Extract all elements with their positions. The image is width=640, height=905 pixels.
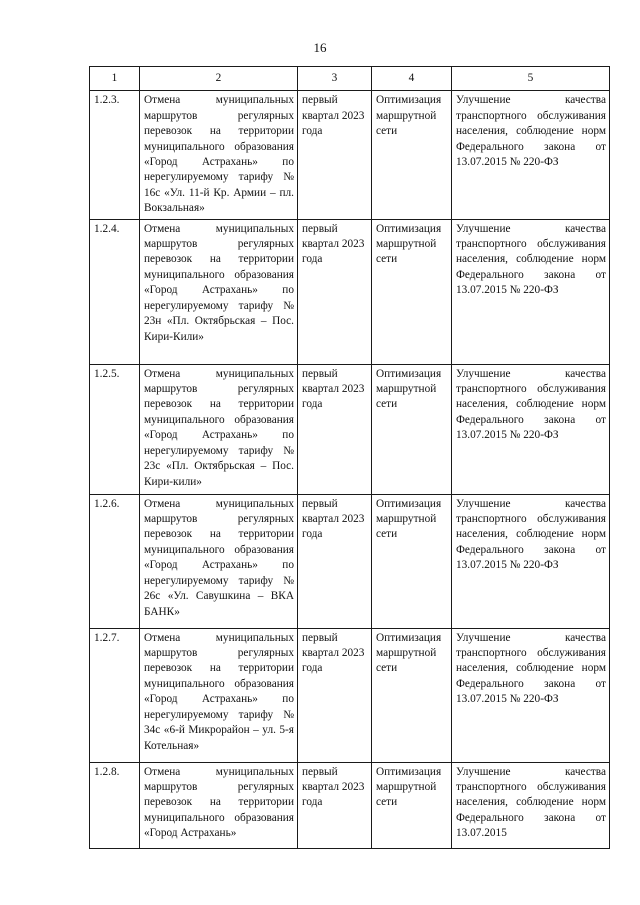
item-result: Улучшение качества транспортного обслуживания населения, соблюдение норм Федерального закона от 13.07.2015 № 220-ФЗ [452, 494, 610, 628]
item-description: Отмена муниципальных маршрутов регулярных перевозок на территории муниципального образования «Город Астрахань» по нерегулируемому тарифу № 34с «6-й Микрорайон – ул. 5-я Котельная» [140, 628, 298, 762]
table-row [90, 219, 610, 364]
item-number: 1.2.3. [90, 91, 140, 219]
measures-table [89, 66, 610, 849]
header-col-5: 5 [452, 67, 610, 91]
item-description: Отмена муниципальных маршрутов регулярных перевозок на территории муниципального образования «Город Астрахань» по нерегулируемому тарифу № 26с «Ул. Савушкина – ВКА БАНК» [140, 494, 298, 628]
item-period: первый квартал 2023 года [298, 628, 372, 762]
header-row [90, 67, 610, 91]
item-goal: Оптимизация маршрутной сети [372, 364, 452, 494]
item-result: Улучшение качества транспортного обслуживания населения, соблюдение норм Федерального закона от 13.07.2015 № 220-ФЗ [452, 219, 610, 364]
header-col-3: 3 [298, 67, 372, 91]
item-goal: Оптимизация маршрутной сети [372, 628, 452, 762]
header-col-2: 2 [140, 67, 298, 91]
item-number: 1.2.6. [90, 494, 140, 628]
header-col-1: 1 [90, 67, 140, 91]
item-period: первый квартал 2023 года [298, 219, 372, 364]
item-description: Отмена муниципальных маршрутов регулярных перевозок на территории муниципального образования «Город Астрахань» по нерегулируемому тарифу № 23с «Пл. Октябрьская – Пос. Кири-кили» [140, 364, 298, 494]
table-row [90, 91, 610, 219]
item-period: первый квартал 2023 года [298, 762, 372, 848]
item-period: первый квартал 2023 года [298, 364, 372, 494]
item-goal: Оптимизация маршрутной сети [372, 762, 452, 848]
table-row [90, 494, 610, 628]
item-goal: Оптимизация маршрутной сети [372, 494, 452, 628]
table-row [90, 762, 610, 848]
table-header [90, 67, 610, 91]
item-number: 1.2.7. [90, 628, 140, 762]
item-period: первый квартал 2023 года [298, 494, 372, 628]
item-number: 1.2.5. [90, 364, 140, 494]
item-result: Улучшение качества транспортного обслуживания населения, соблюдение норм Федерального закона от 13.07.2015 № 220-ФЗ [452, 91, 610, 219]
page-number: 16 [313, 40, 327, 55]
item-goal: Оптимизация маршрутной сети [372, 91, 452, 219]
item-result: Улучшение качества транспортного обслуживания населения, соблюдение норм Федерального закона от 13.07.2015 № 220-ФЗ [452, 628, 610, 762]
item-description: Отмена муниципальных маршрутов регулярных перевозок на территории муниципального образования «Город Астрахань» по нерегулируемому тарифу № 23н «Пл. Октябрьская – Пос. Кири-Кили» [140, 219, 298, 364]
table-row [90, 364, 610, 494]
item-period: первый квартал 2023 года [298, 91, 372, 219]
header-col-4: 4 [372, 67, 452, 91]
item-goal: Оптимизация маршрутной сети [372, 219, 452, 364]
item-number: 1.2.4. [90, 219, 140, 364]
item-description: Отмена муниципальных маршрутов регулярных перевозок на территории муниципального образования «Город Астрахань» по нерегулируемому тарифу № 16с «Ул. 11-й Кр. Армии – пл. Вокзальная» [140, 91, 298, 219]
item-result: Улучшение качества транспортного обслуживания населения, соблюдение норм Федерального закона от 13.07.2015 № 220-ФЗ [452, 364, 610, 494]
item-result: Улучшение качества транспортного обслуживания населения, соблюдение норм Федерального закона от 13.07.2015 [452, 762, 610, 848]
table-row [90, 628, 610, 762]
item-number: 1.2.8. [90, 762, 140, 848]
item-description: Отмена муниципальных маршрутов регулярных перевозок на территории муниципального образования «Город Астрахань» [140, 762, 298, 848]
table-body [90, 91, 610, 848]
